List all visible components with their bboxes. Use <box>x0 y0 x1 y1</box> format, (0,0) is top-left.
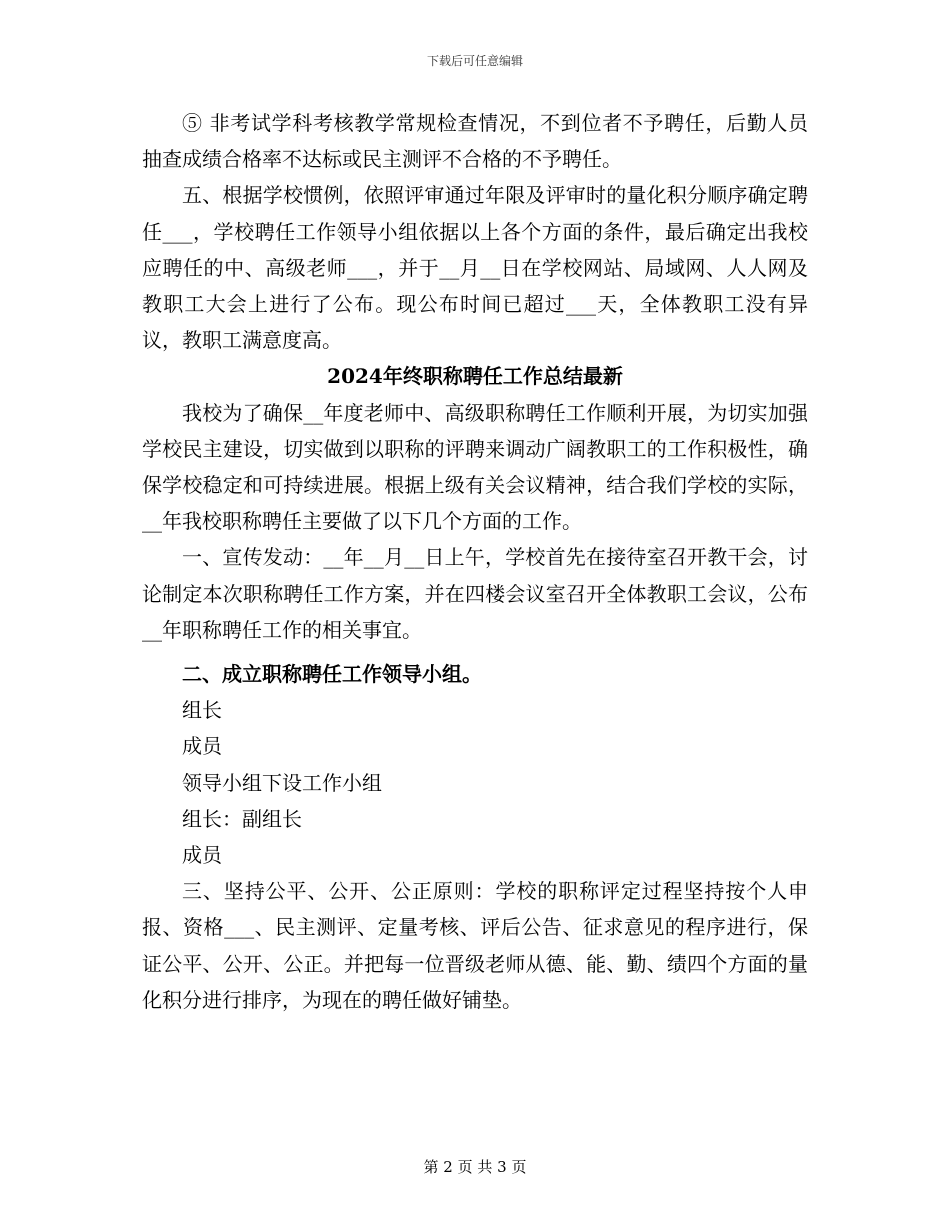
document-body <box>142 105 808 1018</box>
page-header: 下载后可任意编辑 <box>426 54 523 68</box>
working-group-line: 领导小组下设工作小组 <box>182 770 382 795</box>
members-line: 成员 <box>182 734 222 759</box>
paragraph-section-two-heading: 二、成立职称聘任工作领导小组。 <box>182 662 482 687</box>
document-title: 2024年终职称聘任工作总结最新 <box>327 364 623 389</box>
paragraph-section-one: 一、宣传发动：__年__月__日上午，学校首先在接待室召开教干会，讨论制定本次职称聘任工作方案，并在四楼会议室召开全体教职工会议，公布__年职称聘任工作的相关事宜。 <box>142 545 808 642</box>
page-footer: 第 2 页 共 3 页 <box>423 1158 527 1176</box>
paragraph-intro: 我校为了确保__年度老师中、高级职称聘任工作顺利开展，为切实加强学校民主建设，切实做到以职称的评聘来调动广阔教职工的工作积极性，确保学校稳定和可持续进展。根据上级有关会议精神，结合我们学校的实际，__年我校职称聘任主要做了以下几个方面的工作。 <box>142 400 808 534</box>
paragraph-section-three: 三、坚持公平、公开、公正原则：学校的职称评定过程坚持按个人申报、资格___、民主测评、定量考核、评后公告、征求意见的程序进行，保证公平、公开、公正。并把每一位晋级老师从德、能、勤、绩四个方面的量化积分进行排序，为现在的聘任做好铺垫。 <box>142 879 808 1012</box>
group-members-line: 成员 <box>182 843 222 868</box>
group-leader-line: 组长：副组长 <box>182 806 302 831</box>
paragraph-item-5: ⑤ 非考试学科考核教学常规检查情况，不到位者不予聘任，后勤人员抽查成绩合格率不达标或民主测评不合格的不予聘任。 <box>142 111 808 172</box>
leader-line: 组长 <box>182 698 222 723</box>
paragraph-section-five: 五、根据学校惯例，依照评审通过年限及评审时的量化积分顺序确定聘任___，学校聘任工作领导小组依据以上各个方面的条件，最后确定出我校应聘任的中、高级老师___，并于__月__日在学校网站、局域网、人人网及教职工大会上进行了公布。现公布时间已超过___天，全体教职工没有异议，教职工满意度高。 <box>142 183 808 353</box>
